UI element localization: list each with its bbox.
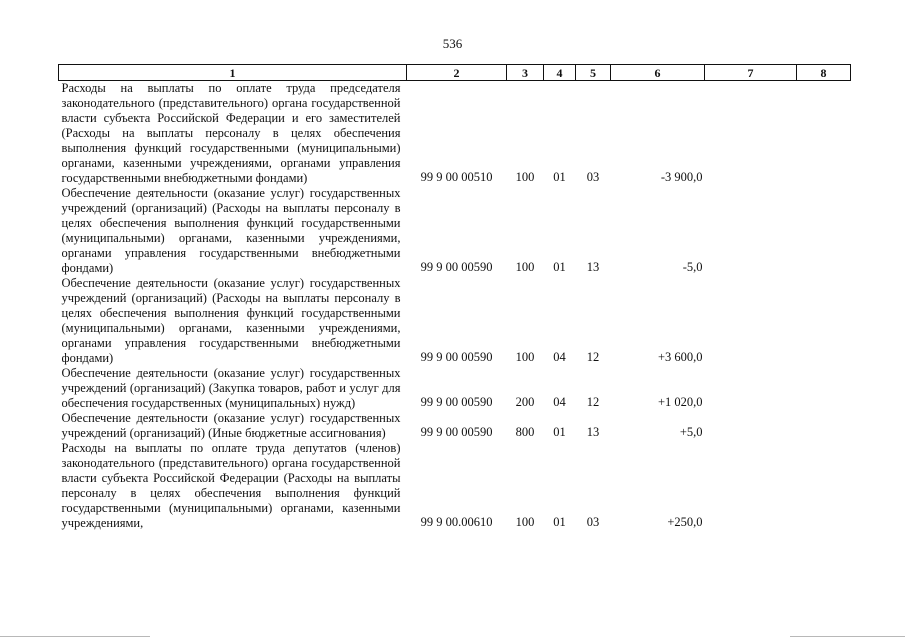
row-description: Обеспечение деятельности (оказание услуг) государственных учреждений (организаций) (Расходы на выплаты персоналу в целях обеспечения выполнения функций государственными (муниципальными) органами, казенными учреждениями, органами управления государственными внебюджетными фондами)	[61, 186, 401, 275]
row-target-code: 99 9 00 00590	[420, 350, 493, 364]
row-col8	[797, 411, 851, 441]
row-section: 01	[553, 260, 566, 274]
row-col7	[705, 411, 797, 441]
table-row	[59, 186, 851, 276]
row-col8	[797, 276, 851, 366]
row-target-code: 99 9 00.00610	[420, 515, 493, 529]
row-col8	[797, 81, 851, 187]
row-expense-type: 100	[515, 260, 535, 274]
scan-artifact-right	[790, 636, 905, 637]
column-header-1: 1	[59, 65, 407, 81]
row-col7	[705, 186, 797, 276]
budget-table	[58, 64, 851, 531]
row-description: Обеспечение деятельности (оказание услуг) государственных учреждений (организаций) (Иные бюджетные ассигнования)	[61, 411, 401, 440]
row-section: 01	[553, 425, 566, 439]
table-header-row	[59, 65, 851, 81]
row-description: Расходы на выплаты по оплате труда председателя законодательного (представительного) органа государственной власти субъекта Российской Федерации и его заместителей (Расходы на выплаты персоналу в целях обеспечения выполнения функций государственными (муниципальными) органами, казенными учреждениями, органами управления государственными внебюджетными фондами)	[61, 81, 401, 185]
row-section: 01	[553, 170, 566, 184]
row-target-code: 99 9 00 00510	[420, 170, 493, 184]
row-amount: +250,0	[667, 515, 703, 529]
row-amount: -3 900,0	[660, 170, 703, 184]
row-amount: -5,0	[682, 260, 703, 274]
row-col8	[797, 186, 851, 276]
table-row	[59, 366, 851, 411]
row-col7	[705, 81, 797, 187]
column-header-6: 6	[611, 65, 705, 81]
row-subsection: 03	[586, 170, 600, 184]
row-target-code: 99 9 00 00590	[420, 260, 493, 274]
row-subsection: 13	[586, 260, 600, 274]
row-amount: +3 600,0	[657, 350, 703, 364]
table-row	[59, 441, 851, 531]
column-header-2: 2	[407, 65, 507, 81]
row-target-code: 99 9 00 00590	[420, 425, 493, 439]
column-header-7: 7	[705, 65, 797, 81]
row-col8	[797, 366, 851, 411]
row-expense-type: 100	[515, 515, 535, 529]
column-header-3: 3	[507, 65, 544, 81]
row-section: 04	[553, 350, 566, 364]
row-col7	[705, 366, 797, 411]
row-col7	[705, 441, 797, 531]
page-number: 536	[442, 36, 463, 51]
row-subsection: 13	[586, 425, 600, 439]
column-header-8: 8	[797, 65, 851, 81]
row-expense-type: 100	[515, 350, 535, 364]
row-subsection: 12	[586, 395, 600, 409]
row-amount: +5,0	[679, 425, 703, 439]
row-subsection: 03	[586, 515, 600, 529]
row-expense-type: 100	[515, 170, 535, 184]
row-section: 04	[553, 395, 566, 409]
column-header-4: 4	[544, 65, 576, 81]
row-section: 01	[553, 515, 566, 529]
row-amount: +1 020,0	[657, 395, 703, 409]
row-expense-type: 800	[515, 425, 535, 439]
row-target-code: 99 9 00 00590	[420, 395, 493, 409]
row-subsection: 12	[586, 350, 600, 364]
row-col7	[705, 276, 797, 366]
column-header-5: 5	[576, 65, 611, 81]
row-description: Расходы на выплаты по оплате труда депутатов (членов) законодательного (представительного) органа государственной власти субъекта Российской Федерации (Расходы на выплаты персоналу в целях обеспечения выполнения функций государственными (муниципальными) органами, казенными учреждениями,	[61, 441, 401, 530]
row-col8	[797, 441, 851, 531]
row-description: Обеспечение деятельности (оказание услуг) государственных учреждений (организаций) (Закупка товаров, работ и услуг для обеспечения государственных (муниципальных) нужд)	[61, 366, 401, 410]
table-row	[59, 411, 851, 441]
row-expense-type: 200	[515, 395, 535, 409]
scan-artifact-left	[0, 636, 150, 637]
table-row	[59, 276, 851, 366]
row-description: Обеспечение деятельности (оказание услуг) государственных учреждений (организаций) (Расходы на выплаты персоналу в целях обеспечения выполнения функций государственными (муниципальными) органами, казенными учреждениями, органами управления государственными внебюджетными фондами)	[61, 276, 401, 365]
table-row	[59, 81, 851, 187]
